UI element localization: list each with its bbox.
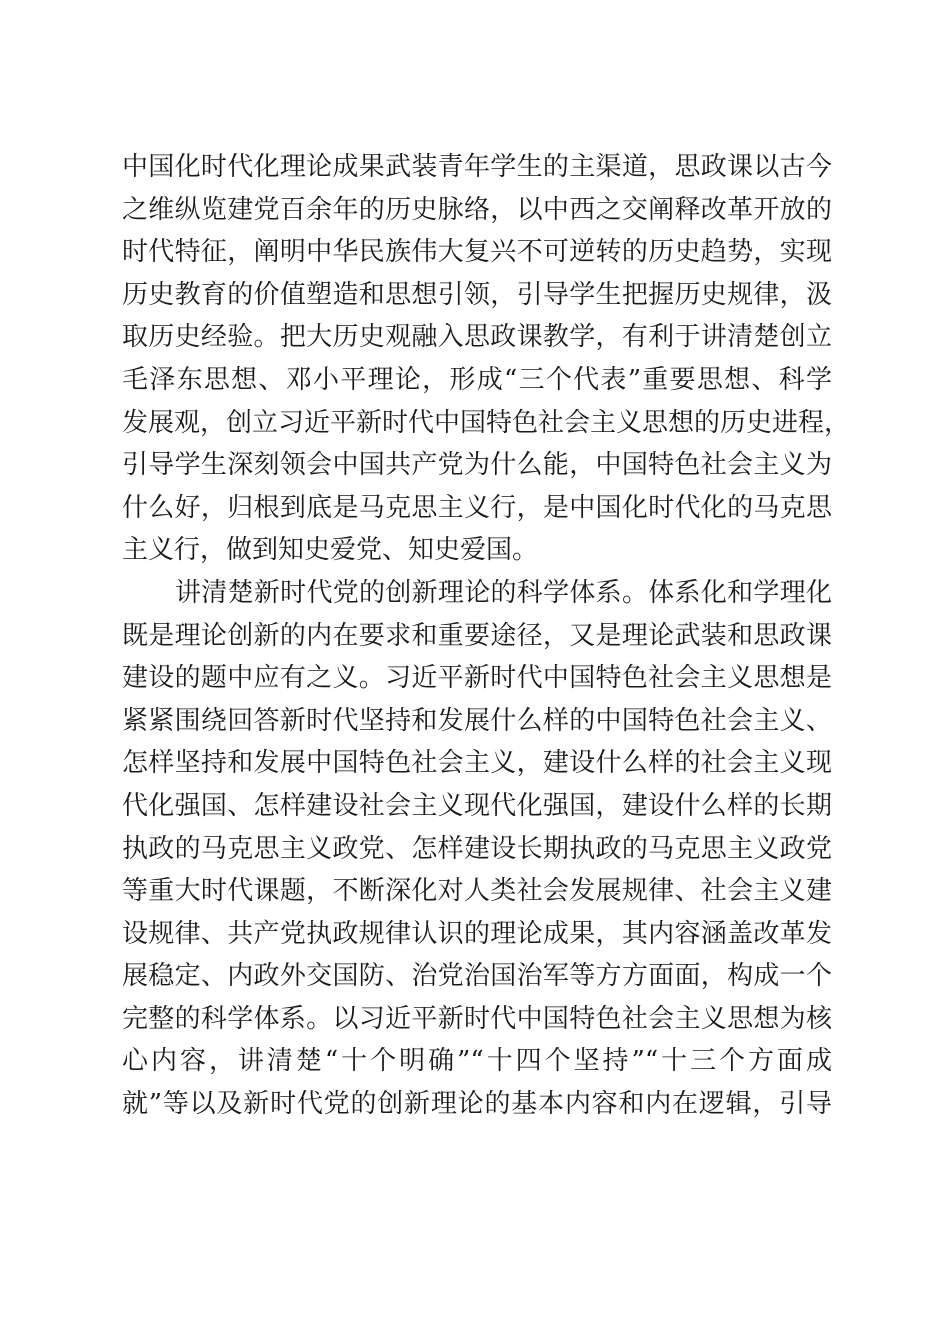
text-line: 代化强国、怎样建设社会主义现代化强国，建设什么样的长期 [122, 790, 832, 821]
text-line: 心内容，讲清楚“十个明确”“十四个坚持”“十三个方面成 [122, 1046, 832, 1077]
text-line: 历史教育的价值塑造和思想引领，引导学生把握历史规律，汲 [122, 279, 832, 310]
text-line: 中国化时代化理论成果武装青年学生的主渠道，思政课以古今 [122, 152, 832, 182]
text-line: 建设的题中应有之义。习近平新时代中国特色社会主义思想是 [122, 663, 832, 694]
text-line: 完整的科学体系。以习近平新时代中国特色社会主义思想为核 [122, 1003, 832, 1034]
text-line: 讲清楚新时代党的创新理论的科学体系。体系化和学理化 [175, 577, 832, 608]
document-body [122, 146, 851, 1126]
text-line: 既是理论创新的内在要求和重要途径，又是理论武装和思政课 [122, 620, 832, 651]
text-line: 执政的马克思主义政党、怎样建设长期执政的马克思主义政党 [122, 833, 832, 864]
paragraph-2 [122, 572, 832, 1126]
text-line: 就”等以及新时代党的创新理论的基本内容和内在逻辑，引导 [122, 1089, 832, 1120]
text-line: 展稳定、内政外交国防、治党治国治军等方方面面，构成一个 [122, 961, 832, 992]
text-line: 引导学生深刻领会中国共产党为什么能，中国特色社会主义为 [122, 450, 832, 481]
text-line: 什么好，归根到底是马克思主义行，是中国化时代化的马克思 [122, 492, 832, 523]
text-line: 设规律、共产党执政规律认识的理论成果，其内容涵盖改革发 [122, 918, 832, 949]
paragraph-1 [122, 146, 851, 572]
text-line: 紧紧围绕回答新时代坚持和发展什么样的中国特色社会主义、 [122, 705, 832, 736]
text-line: 发展观，创立习近平新时代中国特色社会主义思想的历史进程， [122, 407, 851, 438]
text-line: 毛泽东思想、邓小平理论，形成“三个代表”重要思想、科学 [122, 364, 832, 395]
text-line: 时代特征，阐明中华民族伟大复兴不可逆转的历史趋势，实现 [122, 237, 832, 268]
text-line: 取历史经验。把大历史观融入思政课教学，有利于讲清楚创立 [122, 322, 832, 353]
text-line: 主义行，做到知史爱党、知史爱国。 [122, 535, 539, 566]
text-line: 之维纵览建党百余年的历史脉络，以中西之交阐释改革开放的 [122, 194, 832, 225]
text-line: 等重大时代课题，不断深化对人类社会发展规律、社会主义建 [122, 876, 832, 907]
text-line: 怎样坚持和发展中国特色社会主义，建设什么样的社会主义现 [122, 748, 832, 779]
